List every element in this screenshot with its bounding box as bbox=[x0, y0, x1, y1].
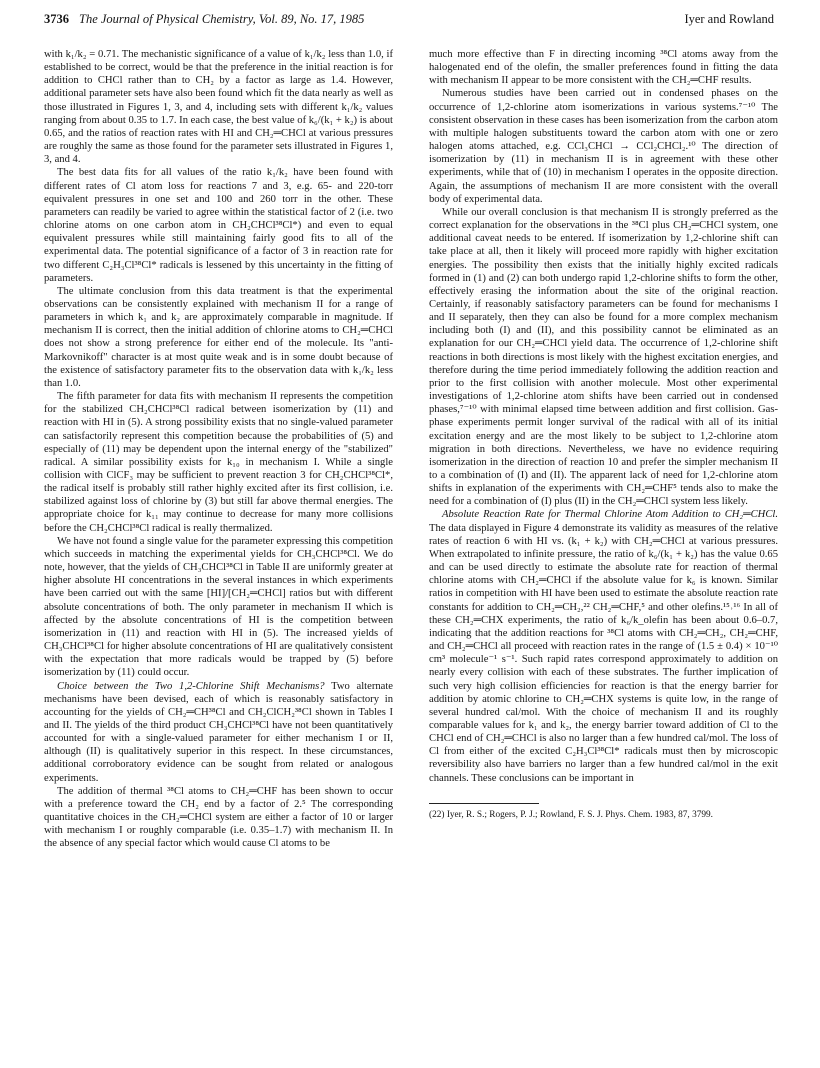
paragraph: The fifth parameter for data fits with mechanism II represents the competition for the stabilized CH₂CHCl³⁸Cl radical between isomerization by (11) and reaction with HI in (5). A strong possibility exists that no single-valued parameter can satisfactorily represent this competition because the probabilities of (5) and especially of (11) may be dependent upon the internal energy of the "stabilized" radical. A similar possibility exists for k₁₀ in mechanism I. While a single collision with ClCF₃ may be sufficient to prevent reaction 3 for CH₂CHCl³⁸Cl*, the radical itself is probably still rather highly excited after its first collision, i.e. stabilized against loss of chlorine by (3) but still far above thermal energies. The appropriate choice for k₁₁ may continue to decrease for many more collisions before the CH₂CHCl³⁸Cl radical is really thermalized. bbox=[44, 391, 393, 534]
footnote-divider bbox=[429, 803, 539, 804]
running-header bbox=[44, 12, 778, 32]
paragraph: We have not found a single value for the parameter expressing this competition which succeeds in matching the experimental yields for CH₃CHCl³⁸Cl. We do note, however, that the yields of CH₃CHCl³⁸Cl in Table II are uniformly greater at higher absolute HI concentrations in the several instances in which experiments have been carried out with the same [HI]/[CH₂═CHCl] ratios but with different absolute concentrations of both. The only parameter in mechanism II which is affected by the absolute concentrations of HI is the competition between isomerization in (11) and reaction with HI in (5). The increased yields of CH₃CHCl³⁸Cl for higher absolute concentrations of HI are qualitatively consistent with the expectation that more radicals would be trapped by (5) before isomerization by (11) could occur. bbox=[44, 535, 393, 679]
author-names: Iyer and Rowland bbox=[684, 12, 774, 26]
two-column-body bbox=[44, 48, 778, 851]
footnote: (22) Iyer, R. S.; Rogers, P. J.; Rowland, F. S. J. Phys. Chem. 1983, 87, 3799. bbox=[429, 809, 714, 820]
paragraph: much more effective than F in directing incoming ³⁸Cl atoms away from the halogenated end of the olefin, the smaller preferences found in fitting the data with mechanism II appear to be more consistent with the CH₂═CHF results. bbox=[429, 49, 778, 87]
right-column bbox=[429, 48, 778, 851]
paragraph: The addition of thermal ³⁸Cl atoms to CH₂═CHF has been shown to occur with a preference toward the CH₂ end by a factor of 2.⁵ The corresponding quantitative choices in the CH₂═CHCl system are either a factor of 10 or larger with mechanism I or roughly comparable (i.e. 0.35–1.7) with mechanism II. In the absence of any special factor which would cause Cl atoms to be bbox=[44, 785, 393, 850]
section-heading: Choice between the Two 1,2-Chlorine Shift Mechanisms? bbox=[57, 680, 325, 692]
section-paragraph bbox=[429, 508, 778, 784]
section-body: The data displayed in Figure 4 demonstrate its validity as measures of the relative rates of reaction 6 with HI vs. (k₁ + k₂) with CH₂═CHCl at various pressures. When extrapolated to infinite pressure, the ratio of k₆/(k₁ + k₂) has the value 0.65 and can be used directly to estimate the absolute rate for reaction of thermal chlorine atoms with CH₂═CHCl if the absolute value for k₆ is known. Similar ratios in competition with HI have been used to estimate the absolute reaction rate constants for addition to CH₂═CH₂,²² CH₂═CHF,⁵ and other olefins.¹⁵˒¹⁶ In all of these CH₂═CHX experiments, the ratio of k₆/k_olefin has been about 0.6–0.7, indicating that the addition reactions for ³⁸Cl atoms with CH₂═CH₂, CH₂═CHF, and CH₂═CHCl all proceed with reaction rates in the range of (1.5 ± 0.4) × 10⁻¹⁰ cm³ molecule⁻¹ s⁻¹. Such rapid rates correspond approximately to addition on nearly every collision with each of these substrates. The further implication of such very high collision efficiencies for reaction is that the energy barrier for addition by atomic chlorine to CH₂═CHX systems is quite low, in the range of several hundred cal/mol. With the choice of mechanism II and its roughly comparable values for k₁ and k₂, the energy barrier toward addition of Cl to the CHCl end of CH₂═CHCl is also no larger than a few hundred cal/mol. The loss of Cl from either of the excited C₂H₃Cl³⁸Cl* radicals must then by microscopic reversibility also have barriers no larger than a few hundred cal/mol in the exit channels. These conclusions can be important in bbox=[429, 522, 778, 784]
section-heading: Absolute Reaction Rate for Thermal Chlorine Atom Addition to CH₂═CHCl. bbox=[442, 509, 778, 521]
section-paragraph bbox=[44, 680, 393, 785]
paragraph: Numerous studies have been carried out in condensed phases on the occurrence of 1,2-chlorine atom isomerizations in various systems.⁷⁻¹⁰ The consistent observation in these cases has been isomerization from the carbon atom with multiple halogen substituents toward the carbon atom with one or zero halogen atoms attached, e.g. CCl₃CHCl → CCl₂CHCl₂.¹⁰ The direction of isomerization by (11) in mechanism II is in agreement with these other experiments, while that of (10) in mechanism I operates in the opposite direction. Again, the assumptions of mechanism II are more consistent with the overall body of experimental data. bbox=[429, 88, 778, 205]
header-left bbox=[44, 12, 364, 27]
paragraph: The ultimate conclusion from this data treatment is that the experimental observations can be consistently explained with mechanism II for a range of parameters in which k₁ and k₂ are approximately comparable in magnitude. If mechanism II is correct, then the initial addition of chlorine atoms to CH₂═CHCl does not show a strong preference for either end of the molecule. Its "anti-Markovnikoff" character is at most quite weak and is in some doubt because of the existence of satisfactory parameter fits to the observation data with k₁/k₂ less than 1.0. bbox=[44, 285, 393, 389]
left-column bbox=[44, 48, 393, 851]
section-body: Two alternate mechanisms have been devised, each of which is reasonably satisfactory in accounting for the yields of CH₂═CH³⁸Cl and CH₂ClCH₂³⁸Cl shown in Tables I and II. The yields of the third product CH₃CHCl³⁸Cl have not been quantitatively accounted for with a single-valued parameter for either mechanism I or II, although (II) is qualitatively superior in this respect. In these circumstances, additional corroboratory evidence can be sought from related or analogous experiments. bbox=[44, 680, 393, 784]
paragraph: The best data fits for all values of the ratio k₁/k₂ have been found with different rates of Cl atom loss for reactions 7 and 3, e.g. 65- and 220-torr equivalent pressures in one set and 100 and 260 torr in the other. These parameters can readily be varied to agree within the statistical factor of 2 (i.e. two chlorine atoms on one carbon atom in CH₂CHCl³⁸Cl*) and even to equal equivalent pressures while still maintaining fairly good fits to all of the experimental data. The potential significance of a factor of 3 in reaction rate for two different C₂H₃Cl³⁸Cl* radicals is lessened by this uncertainty in the fitting of parameters. bbox=[44, 167, 393, 284]
page-number: 3736 bbox=[44, 12, 69, 26]
paragraph: While our overall conclusion is that mechanism II is strongly preferred as the correct explanation for the observations in the ³⁸Cl plus CH₂═CHCl system, one additional caveat needs to be entered. If isomerization by 1,2-chlorine shift can take place at all, then it likely will proceed more rapidly with higher excitation energies. The possibility then exists that the initially highly excited radicals formed in (1) and (2) can both undergo rapid 1,2-chlorine shifts to form the other, effectively erasing the information about the site of the original reaction. Certainly, if reasonably satisfactory parameters can be found for mechanisms I and II separately, then they can also be found for a more complex mechanism including both (I) and (II), and this possibility cannot be eliminated as an explanation for our CH₂═CHCl yield data. The occurrence of 1,2-chlorine shift reactions in both directions is most likely with the highest excitation energies, and therefore during the time period immediately following the addition reaction and prior to the first collision with another molecule. Most other experimental investigations of 1,2-chlorine atom shifts have been carried out in condensed phases,⁷⁻¹⁰ with minimal elapsed time between addition and first collision. Gas-phase experiments permit longer survival of the radical with all of its initial excitation energy and are the most likely to be subject to 1,2-chlorine atom migration in both directions. Nevertheless, we have no evidence requiring isomerization in the direction of reaction 10 and prefer the simpler mechanism II to a combination of (I) and (II). The apparent lack of need for 1,2-chlorine atom shifts in explanation of the experiments with CH₂═CHF⁵ tends also to make the need for a combination of (I) plus (II) in the CH₂═CHCl system less likely. bbox=[429, 206, 778, 508]
journal-citation: The Journal of Physical Chemistry, Vol. 89, No. 17, 1985 bbox=[79, 12, 365, 26]
paragraph: with k₁/k₂ = 0.71. The mechanistic significance of a value of k₁/k₂ less than 1.0, if established to be correct, would be that the preference in the initial reaction is for addition to CHCl rather than to CH₂ by a factor as large as 1.4. However, additional parameter sets have also been found which fit the data nearly as well as those illustrated in Figures 1, 3, and 4, including sets with different k₁/k₂ values ranging from about 0.35 to 1.7. In each case, the best value of k₆/(k₁ + k₂) is about 0.65, and the ratios of reaction rates with HI and CH₂═CHCl at various pressures are roughly the same as those found for the parameter sets illustrated in Figures 1, 3, and 4. bbox=[44, 49, 393, 166]
